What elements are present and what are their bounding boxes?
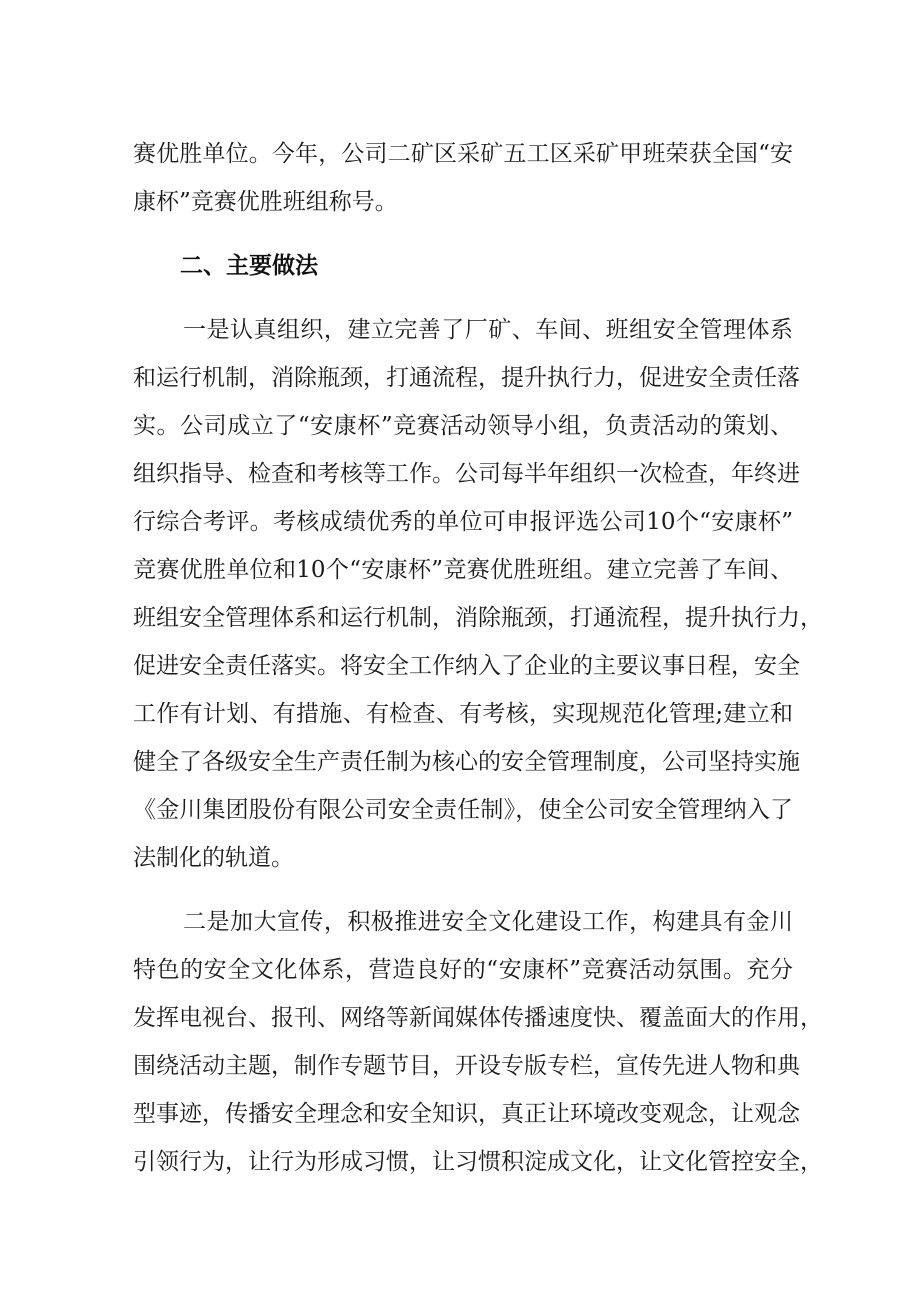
paragraph-1-line-9: 工作有计划、有措施、有检查、有考核，实现规范化管理;建立和 — [133, 701, 793, 727]
section-heading: 二、主要做法 — [180, 253, 318, 279]
paragraph-1-line-6: 竞赛优胜单位和10个“安康杯”竞赛优胜班组。建立完善了车间、 — [133, 557, 793, 583]
paragraph-1-line-10: 健全了各级安全生产责任制为核心的安全管理制度，公司坚持实施 — [133, 749, 800, 775]
paragraph-1-line-3: 实。公司成立了“安康杯”竞赛活动领导小组，负责活动的策划、 — [133, 413, 793, 439]
paragraph-1-line-4: 组织指导、检查和考核等工作。公司每半年组织一次检查，年终进 — [133, 461, 800, 487]
intro-line-2: 康杯”竞赛优胜班组称号。 — [133, 189, 398, 215]
paragraph-1-line-1: 一是认真组织，建立完善了厂矿、车间、班组安全管理体系 — [183, 317, 793, 343]
paragraph-2-line-3: 发挥电视台、报刊、网络等新闻媒体传播速度快、覆盖面大的作用， — [133, 1005, 823, 1031]
paragraph-2-line-1: 二是加大宣传，积极推进安全文化建设工作，构建具有金川 — [183, 909, 793, 935]
paragraph-2-line-2: 特色的安全文化体系，营造良好的“安康杯”竞赛活动氛围。充分 — [133, 957, 793, 983]
intro-line-1: 赛优胜单位。今年，公司二矿区采矿五工区采矿甲班荣获全国“安 — [133, 141, 793, 167]
paragraph-2-line-6: 引领行为，让行为形成习惯，让习惯积淀成文化，让文化管控安全， — [133, 1149, 823, 1175]
paragraph-1-line-2: 和运行机制，消除瓶颈，打通流程，提升执行力，促进安全责任落 — [133, 365, 800, 391]
paragraph-1-line-11: 《金川集团股份有限公司安全责任制》，使全公司安全管理纳入了 — [133, 797, 793, 823]
paragraph-2-line-5: 型事迹，传播安全理念和安全知识，真正让环境改变观念，让观念 — [133, 1101, 800, 1127]
paragraph-1-line-8: 促进安全责任落实。将安全工作纳入了企业的主要议事日程，安全 — [133, 653, 800, 679]
paragraph-2-line-4: 围绕活动主题，制作专题节目，开设专版专栏，宣传先进人物和典 — [133, 1053, 800, 1079]
paragraph-1-line-12: 法制化的轨道。 — [133, 845, 294, 871]
paragraph-1-line-7: 班组安全管理体系和运行机制，消除瓶颈，打通流程，提升执行力， — [133, 605, 823, 631]
paragraph-1-line-5: 行综合考评。考核成绩优秀的单位可申报评选公司10个“安康杯” — [133, 509, 793, 535]
